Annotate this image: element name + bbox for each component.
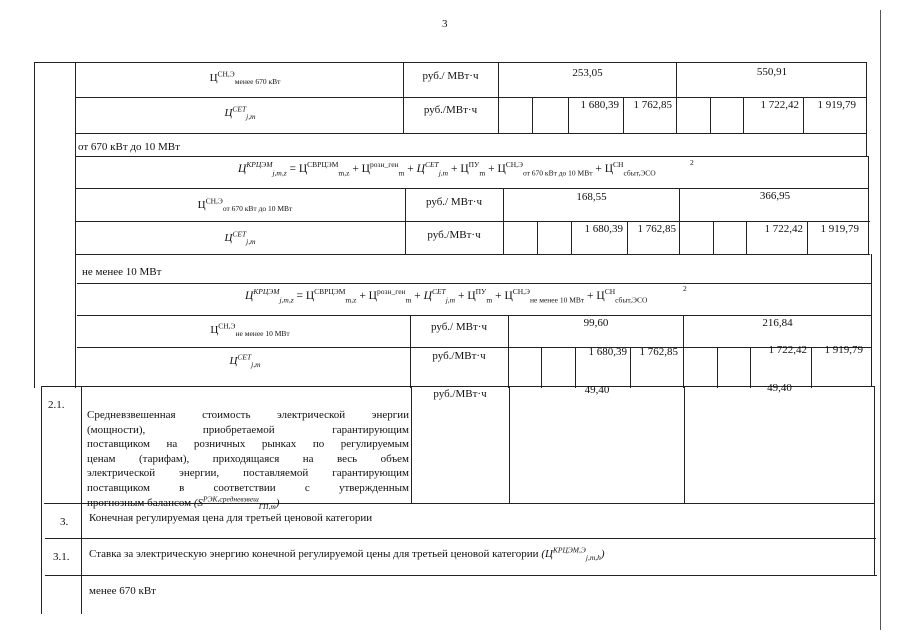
network-2-val-1: 1 680,39 (584, 223, 623, 235)
label-ts-670-10: $Ц^{СН,Э}_{от 670 кВт до 10 МВт}$ (197, 196, 293, 214)
value-ts-ge-10-a: 99,60 (583, 317, 609, 329)
heading-670-10: от 670 кВт до 10 МВт (78, 141, 180, 153)
label-network-3: $Ц^{СЕТ}_{j,m}$ (229, 352, 261, 370)
unit-ts-670-10: руб./ МВт·ч (426, 196, 482, 208)
scan-edge (880, 10, 881, 630)
section-2-1-number: 2.1. (48, 399, 65, 411)
network-1-val-2: 1 762,85 (633, 99, 672, 111)
page-number: 3 (442, 18, 448, 30)
value-ts-less-670-b: 550,91 (756, 66, 788, 78)
section-3-1-title: Ставка за электрическую энергию конечной регулируемой цены для третьей ценовой категории $(Ц^{КРЦЭМ,Э}_{j,m,h})$ (89, 545, 605, 563)
unit-ts-less-670: руб./ МВт·ч (422, 70, 479, 82)
last-row-heading: менее 670 кВт (89, 585, 156, 597)
network-2-val-3: 1 722,42 (764, 223, 803, 235)
network-3-val-2: 1 762,85 (639, 346, 678, 358)
unit-network-2: руб./МВт·ч (427, 229, 481, 241)
value-ts-670-10-b: 366,95 (759, 190, 791, 202)
formula-marker-2: 2 (683, 284, 687, 293)
network-3-val-1: 1 680,39 (588, 346, 627, 358)
network-3-val-4: 1 919,79 (824, 344, 863, 356)
value-ts-670-10-a: 168,55 (576, 191, 607, 203)
network-1-val-3: 1 722,42 (760, 99, 799, 111)
unit-network-1: руб./МВт·ч (423, 104, 478, 116)
value-ts-ge-10-b: 216,84 (762, 317, 793, 329)
formula-670-10: $Ц^{КРЦЭМ}_{j,m,z} = Ц^{СВРЦЭМ}_{m,z} + Ц^{розн\_ген}_m + Ц^{СЕТ}_{j,m} + Ц^{ПУ}_m + Ц^{СН,Э}_{от 670 кВт до 10 МВт} + Ц^{СН}_{сбыт,ЭСО}$ (238, 160, 656, 178)
formula-marker-1: 2 (690, 158, 694, 167)
label-network-2: $Ц^{СЕТ}_{j,m}$ (224, 229, 256, 247)
label-ts-ge-10: $Ц^{СН,Э}_{не менее 10 МВт}$ (210, 321, 290, 339)
network-1-val-1: 1 680,39 (580, 99, 619, 111)
section-2-1-description: Средневзвешенная стоимость электрической энергии (мощности), приобретаемой гарантирующим поставщиком на розничных рынках по регулируемым ценам (тарифам), приходящаяся на весь объем электрической энергии, поставляемой гарантирующим поставщиком в соответствии с утвержденным прогнозным балансом $(S^{РЭК,средневзвеш}_{ГП,m})$ (87, 409, 409, 511)
label-ts-less-670: $Ц^{СН,Э}_{менее 670 кВт}$ (209, 69, 281, 87)
network-2-val-4: 1 919,79 (820, 223, 859, 235)
section-3-1-number: 3.1. (53, 551, 70, 563)
unit-network-3: руб./МВт·ч (432, 350, 486, 362)
label-network-1: $Ц^{СЕТ}_{j,m}$ (224, 104, 256, 122)
section-2-1-value-a: 49,40 (584, 384, 610, 396)
network-3-val-3: 1 722,42 (768, 344, 807, 356)
heading-ge-10: не менее 10 МВт (82, 266, 162, 278)
unit-ts-ge-10: руб./ МВт·ч (431, 321, 487, 333)
network-2-val-2: 1 762,85 (637, 223, 676, 235)
section-3-number: 3. (60, 516, 69, 528)
value-ts-less-670-a: 253,05 (572, 67, 603, 79)
section-2-1-unit: руб./МВт·ч (433, 388, 487, 400)
network-1-val-4: 1 919,79 (817, 99, 856, 111)
section-2-1-value-b: 49,40 (767, 382, 792, 394)
section-3-title: Конечная регулируемая цена для третьей ценовой категории (89, 512, 373, 524)
formula-ge-10: $Ц^{КРЦЭМ}_{j,m,z} = Ц^{СВРЦЭМ}_{m,z} + Ц^{розн\_ген}_m + Ц^{СЕТ}_{j,m} + Ц^{ПУ}_m + Ц^{СН,Э}_{не менее 10 МВт} + Ц^{СН}_{сбыт,ЭСО}$ (245, 287, 648, 305)
